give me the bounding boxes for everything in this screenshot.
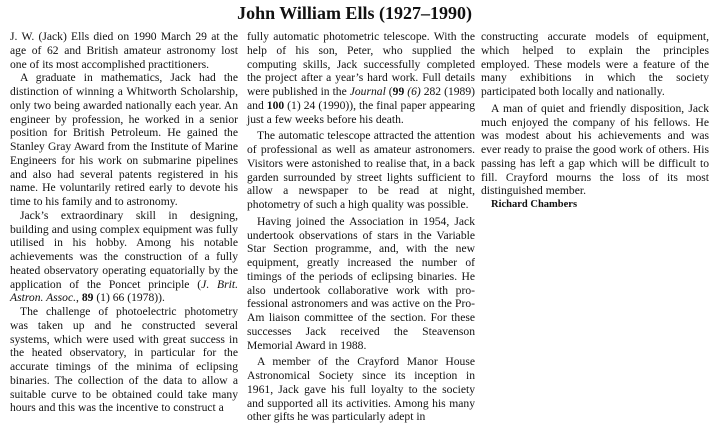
paragraph-photometry-text: computing (247, 57, 297, 71)
reference-end: just (247, 112, 264, 126)
paragraph-intro: J. W. (Jack) Ells died on 1990 March 29 at the age of 62 and British amateur astronomy lost one of its most accomplished practitioners. (10, 30, 238, 71)
reference-end: his (356, 112, 373, 126)
paragraph-photometry-text: the (456, 30, 476, 43)
reference-end: weeks (292, 112, 324, 126)
column-1 (10, 30, 238, 415)
reference-middle: (1989) (441, 85, 475, 98)
column-2 (247, 30, 475, 424)
author-signature: Richard Chambers (491, 199, 578, 210)
paragraph-photometry-text: published (269, 85, 318, 98)
reference-end: death. (372, 112, 404, 126)
paragraph-photometry-text: after (297, 71, 323, 85)
page-title: John William Ells (1927–1990) (237, 3, 472, 23)
journal-reference: Journal (349, 85, 386, 98)
paragraph-photometry-text: Jack (330, 57, 358, 71)
reference-end: appearing (426, 98, 476, 112)
paragraph-photometry-text: fully (247, 30, 269, 43)
reference-end: the (356, 98, 374, 112)
reference-issue-1: (6) (404, 85, 421, 98)
reference-end: (1) (284, 98, 301, 112)
paragraph-photometry-text: were (247, 85, 270, 98)
paragraph-automatic-telescope: The automatic telescope attracted the attention of professional as well as amateur astronomers. Visitors were astonished to realise that, in a back garden surrounded by street lights sufficient to allow a newspaper to be read at night, photometry of such a high quality was possible. (247, 129, 475, 211)
paragraph-photometry-text: The challenge of photoelectric photometry was taken up and he constructed several systems, which were used with great success in the heated observatory, in particular for the accurate timings of the minima of eclipsing binaries. The collection of the data to allow a suitable curve to be obtained could take many hours and this was the incentive to construct a (10, 305, 238, 415)
paragraph-crayford-society: A member of the Crayford Manor House Astronomical Society since its inception in 1961, Jack gave his full loyalty to the society and supported all its activities. Among his many other gifts he was particularly adept in (247, 355, 475, 424)
paragraph-photometry-text: skills, (296, 57, 331, 71)
reference-end: paper (397, 98, 427, 112)
reference-end: 24 (300, 98, 316, 112)
paragraph-photometry-text: of (266, 43, 287, 57)
reference-middle: 282 (420, 85, 442, 98)
citation-separator: , (76, 291, 82, 305)
citation-volume: 89 (81, 291, 94, 305)
reference-end: (1990)), (315, 98, 357, 112)
paragraph-photometry-text: a (322, 71, 332, 85)
paragraph-photometry-text: the (451, 43, 476, 57)
paragraph-photometry-text: supplied (402, 43, 452, 57)
citation-details: (1) 66 (1978)). (93, 291, 165, 305)
reference-open: ( (385, 85, 393, 98)
reference-middle: and (247, 98, 267, 112)
paragraph-photometry-text: successfully (357, 57, 421, 71)
paragraph-photometry-text: completed (420, 57, 475, 71)
paragraph-photometry-text: son, (309, 43, 338, 57)
paragraph-observatory-text: Jack’s extraordinary skill in designing, building and using complex equipment was fully utilised in his hobby. Among his notable achievements was the construction of a fully heated observatory operating equatorially by the application of the Poncet principle ( (10, 208, 238, 291)
reference-end: final (373, 98, 398, 112)
paragraph-photometry-text: in (317, 85, 330, 98)
paragraph-career: A graduate in mathematics, Jack had the distinction of winning a Whitworth Scholarship, only two being awarded nationally each year. An engineer by profession, he worked in a senior position for British Petroleum. He gained the Stanley Gray Award from the Institute of Marine Engineers for his work on submarine pipelines and also had several patents registered in his name. He voluntarily retired early to devote his time to his family and to astronomy. (10, 71, 238, 208)
reference-end: before (323, 112, 357, 126)
paragraph-photometry-text: Full (418, 71, 441, 85)
paragraph-association: Having joined the Association in 1954, Jack undertook observations of stars in the Variable Star Section programme, and, with the new equipment, greatly increased the number of timings of the periods of eclipsing binaries. He also undertook collaborative work with professional astronomers and was active on the Pro-Am liaison committee of the section. For these successes Jack received the Steavenson Memorial Award in 1988. (247, 214, 475, 352)
paragraph-photometry-text: With (429, 30, 457, 43)
paragraph-photometry-text: project (261, 71, 298, 85)
paragraph-character: A man of quiet and friendly disposition, Jack much enjoyed the company of his fellows. He was modest about his achievements and was ever ready to praise the good work of others. His passing has left a gap which will be difficult to fill. Crayford mourns the loss of its most distinguished member. (481, 101, 709, 198)
paragraph-photometry-text: year’s (331, 71, 364, 85)
reference-volume-2: 100 (266, 98, 285, 112)
paragraph-photometry-text: details (440, 71, 476, 85)
paragraph-photometry-text: the (247, 71, 262, 85)
paragraph-photometry-text: who (373, 43, 403, 57)
paragraph-photometry-text: Peter, (337, 43, 374, 57)
paragraph-photometry-start-cont (247, 30, 475, 126)
paragraph-photometry-text: photometric (318, 30, 380, 43)
reference-volume-1: 99 (392, 85, 405, 98)
paragraph-observatory (10, 209, 238, 305)
paragraph-photometry-text: help (247, 43, 267, 57)
paragraph-photometry-text: telescope. (379, 30, 430, 43)
paragraph-photometry-text: automatic (268, 30, 319, 43)
journal-citation: J. Brit. Astron. Assoc. (10, 277, 238, 305)
reference-end: few (271, 112, 293, 126)
paragraph-photometry-start (10, 305, 238, 415)
reference-end: a (263, 112, 272, 126)
paragraph-photometry-text: the (329, 85, 350, 98)
paragraph-photometry-text: hard (363, 71, 388, 85)
paragraph-photometry-text: work. (387, 71, 419, 85)
paragraph-photometry-text: his (286, 43, 310, 57)
paragraph-crayford-society-cont: constructing accurate models of equipment, which helped to explain the principles employed. These models were a feature of the many exhibitions in which the society participated both locally and nationally. (481, 30, 709, 98)
column-3 (481, 30, 709, 212)
